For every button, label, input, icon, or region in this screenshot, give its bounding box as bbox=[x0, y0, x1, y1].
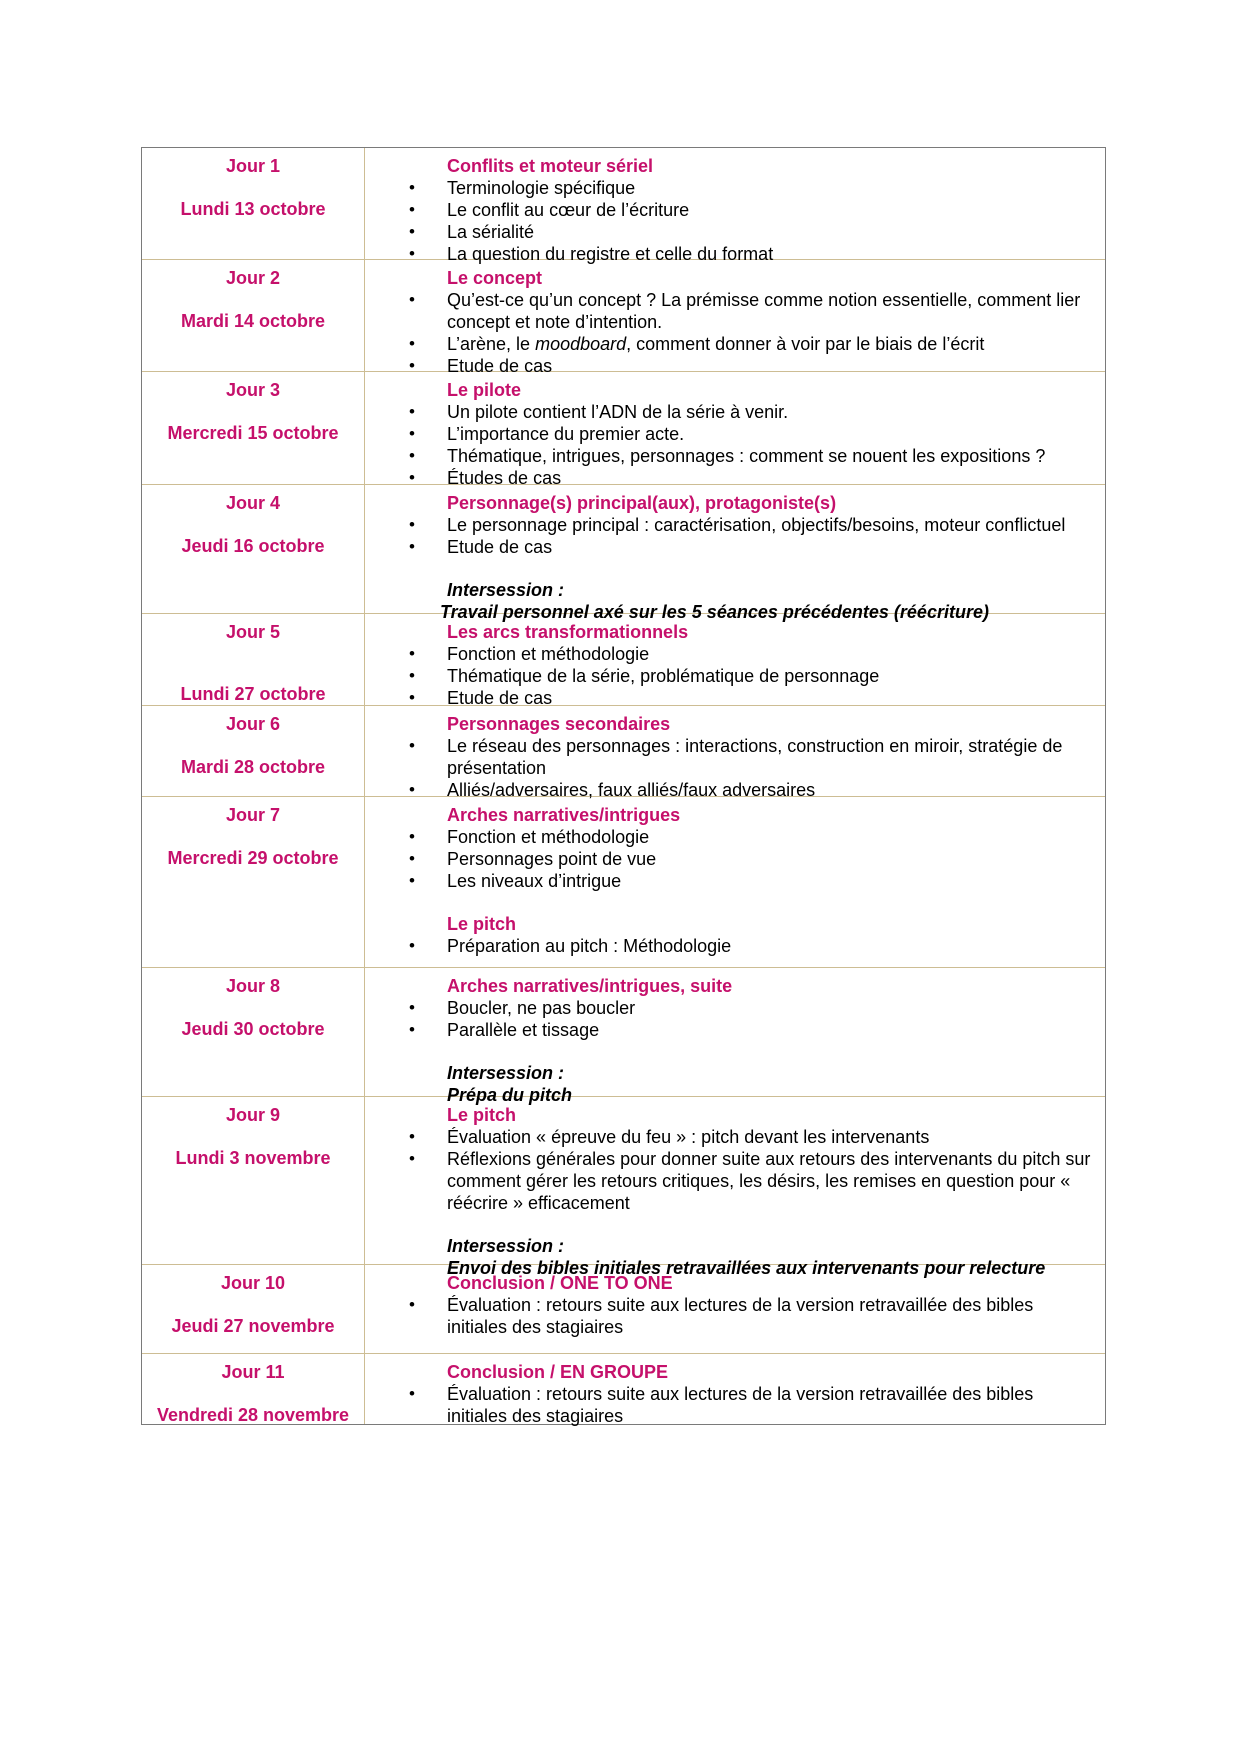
day-date: Jeudi 27 novembre bbox=[171, 1316, 335, 1336]
day-date: Jeudi 16 octobre bbox=[181, 536, 325, 556]
list-item: • L’importance du premier acte. bbox=[365, 423, 1097, 445]
section-title: Le pilote bbox=[447, 380, 522, 400]
list-item: • Réflexions générales pour donner suite aux retours des intervenants du pitch sur comment gérer les retours critiques, les désirs, les remises en question pour « réécrire » efficacement bbox=[365, 1148, 1097, 1214]
day-row bbox=[142, 260, 1105, 376]
list-item: • Etude de cas bbox=[365, 355, 1097, 377]
list-item: • Thématique de la série, problématique de personnage bbox=[365, 665, 1097, 687]
list-item: • Qu’est-ce qu’un concept ? La prémisse comme notion essentielle, comment lier concept et note d’intention. bbox=[365, 289, 1097, 333]
day-date: Mercredi 15 octobre bbox=[167, 423, 339, 443]
list-item: • Boucler, ne pas boucler bbox=[365, 997, 1097, 1019]
section-title: Conclusion / ONE TO ONE bbox=[447, 1273, 673, 1293]
day-label: Jour 4 bbox=[225, 493, 281, 513]
section-title: Conflits et moteur sériel bbox=[447, 156, 654, 176]
day-cell bbox=[142, 1097, 365, 1264]
section-title: Personnage(s) principal(aux), protagoniste(s) bbox=[447, 493, 837, 513]
spacer bbox=[365, 558, 1097, 579]
item-text-post: , comment donner à voir par le biais de l’écrit bbox=[626, 334, 985, 354]
day-label: Jour 8 bbox=[225, 976, 281, 996]
schedule-table bbox=[141, 147, 1106, 1425]
day-row bbox=[142, 614, 1105, 706]
intersession-label: Intersession : bbox=[447, 1236, 565, 1256]
list-item: • Parallèle et tissage bbox=[365, 1019, 1097, 1041]
day-row bbox=[142, 1097, 1105, 1278]
bullet-list bbox=[365, 1383, 1097, 1427]
day-row bbox=[142, 148, 1105, 264]
bullet-list bbox=[365, 735, 1097, 801]
intersession-text: Travail personnel axé sur les 5 séances précédentes (réécriture) bbox=[440, 602, 989, 622]
content-cell bbox=[365, 148, 1105, 264]
day-cell bbox=[142, 372, 365, 484]
bullet-list bbox=[365, 1126, 1097, 1214]
intersession-text: Prépa du pitch bbox=[447, 1085, 573, 1105]
content-cell bbox=[365, 372, 1105, 488]
intersession-text: Envoi des bibles initiales retravaillées aux intervenants pour relecture bbox=[447, 1258, 1046, 1278]
list-item: • Fonction et méthodologie bbox=[365, 643, 1097, 665]
day-row bbox=[142, 968, 1105, 1105]
bullet-list bbox=[365, 826, 1097, 892]
spacer bbox=[365, 1214, 1097, 1235]
section-title: Arches narratives/intrigues, suite bbox=[447, 976, 733, 996]
content-cell bbox=[365, 614, 1105, 708]
day-label: Jour 3 bbox=[225, 380, 281, 400]
bullet-list bbox=[365, 997, 1097, 1041]
day-cell bbox=[142, 148, 365, 259]
day-row bbox=[142, 485, 1105, 622]
content-cell bbox=[365, 1354, 1105, 1424]
day-cell bbox=[142, 706, 365, 796]
list-item: • Les niveaux d’intrigue bbox=[365, 870, 1097, 892]
day-cell bbox=[142, 968, 365, 1096]
list-item: • Thématique, intrigues, personnages : comment se nouent les expositions ? bbox=[365, 445, 1097, 467]
day-label: Jour 1 bbox=[225, 156, 281, 176]
section-title: Personnages secondaires bbox=[447, 714, 671, 734]
day-row bbox=[142, 1265, 1105, 1354]
content-cell bbox=[365, 706, 1105, 800]
content-cell bbox=[365, 797, 1105, 967]
list-item: • Évaluation : retours suite aux lectures de la version retravaillée des bibles initiales des stagiaires bbox=[365, 1294, 1097, 1338]
list-item: • Fonction et méthodologie bbox=[365, 826, 1097, 848]
bullet-list bbox=[365, 289, 1097, 377]
day-row bbox=[142, 706, 1105, 800]
bullet-list bbox=[365, 935, 1097, 957]
intersession-label: Intersession : bbox=[447, 1063, 565, 1083]
list-item bbox=[365, 333, 1097, 355]
bullet-list bbox=[365, 514, 1097, 558]
list-item: • Évaluation : retours suite aux lectures de la version retravaillée des bibles initiales des stagiaires bbox=[365, 1383, 1097, 1427]
section-title: Le pitch bbox=[447, 914, 517, 934]
list-item: • Le personnage principal : caractérisation, objectifs/besoins, moteur conflictuel bbox=[365, 514, 1097, 536]
day-row bbox=[142, 372, 1105, 488]
bullet-list bbox=[365, 401, 1097, 489]
section-title: Les arcs transformationnels bbox=[447, 622, 689, 642]
day-cell bbox=[142, 797, 365, 967]
bullet-list bbox=[365, 1294, 1097, 1338]
day-date: Lundi 27 octobre bbox=[180, 684, 326, 704]
day-date: Mardi 14 octobre bbox=[180, 311, 326, 331]
day-label: Jour 6 bbox=[225, 714, 281, 734]
day-label: Jour 7 bbox=[225, 805, 281, 825]
content-cell bbox=[365, 1265, 1105, 1353]
day-date: Lundi 3 novembre bbox=[175, 1148, 331, 1168]
intersession-label: Intersession : bbox=[447, 580, 565, 600]
day-cell bbox=[142, 1265, 365, 1353]
day-date: Jeudi 30 octobre bbox=[181, 1019, 325, 1039]
list-item: • Alliés/adversaires, faux alliés/faux adversaires bbox=[365, 779, 1097, 801]
section-title: Arches narratives/intrigues bbox=[447, 805, 681, 825]
day-cell bbox=[142, 614, 365, 705]
list-item: • Le réseau des personnages : interactions, construction en miroir, stratégie de présentation bbox=[365, 735, 1097, 779]
item-text-italic: moodboard bbox=[535, 334, 627, 354]
day-row bbox=[142, 1354, 1105, 1424]
list-item: • Etude de cas bbox=[365, 536, 1097, 558]
day-cell bbox=[142, 485, 365, 613]
day-cell bbox=[142, 260, 365, 371]
day-label: Jour 2 bbox=[225, 268, 281, 288]
item-text-pre: L’arène, le bbox=[447, 334, 536, 354]
section-title: Conclusion / EN GROUPE bbox=[447, 1362, 669, 1382]
content-cell bbox=[365, 968, 1105, 1105]
content-cell bbox=[365, 1097, 1105, 1278]
section-title: Le concept bbox=[447, 268, 543, 288]
day-date: Vendredi 28 novembre bbox=[156, 1405, 350, 1425]
content-cell bbox=[365, 260, 1105, 376]
day-date: Mercredi 29 octobre bbox=[167, 848, 339, 868]
list-item: • Terminologie spécifique bbox=[365, 177, 1097, 199]
day-cell bbox=[142, 1354, 365, 1424]
day-date: Lundi 13 octobre bbox=[180, 199, 326, 219]
list-item: • Etude de cas bbox=[365, 687, 1097, 709]
day-label: Jour 9 bbox=[225, 1105, 281, 1125]
list-item: • Personnages point de vue bbox=[365, 848, 1097, 870]
content-cell bbox=[365, 485, 1105, 622]
day-row bbox=[142, 797, 1105, 968]
spacer bbox=[365, 1041, 1097, 1062]
list-item: • Préparation au pitch : Méthodologie bbox=[365, 935, 1097, 957]
spacer bbox=[365, 892, 1097, 913]
list-item: • Études de cas bbox=[365, 467, 1097, 489]
day-date: Mardi 28 octobre bbox=[180, 757, 326, 777]
bullet-list bbox=[365, 643, 1097, 709]
list-item: • Un pilote contient l’ADN de la série à venir. bbox=[365, 401, 1097, 423]
day-label: Jour 11 bbox=[221, 1362, 285, 1382]
bullet-list bbox=[365, 177, 1097, 265]
list-item: • Évaluation « épreuve du feu » : pitch devant les intervenants bbox=[365, 1126, 1097, 1148]
day-label: Jour 10 bbox=[220, 1273, 286, 1293]
day-label: Jour 5 bbox=[225, 622, 281, 642]
list-item: • La sérialité bbox=[365, 221, 1097, 243]
list-item: • La question du registre et celle du format bbox=[365, 243, 1097, 265]
list-item: • Le conflit au cœur de l’écriture bbox=[365, 199, 1097, 221]
section-title: Le pitch bbox=[447, 1105, 517, 1125]
